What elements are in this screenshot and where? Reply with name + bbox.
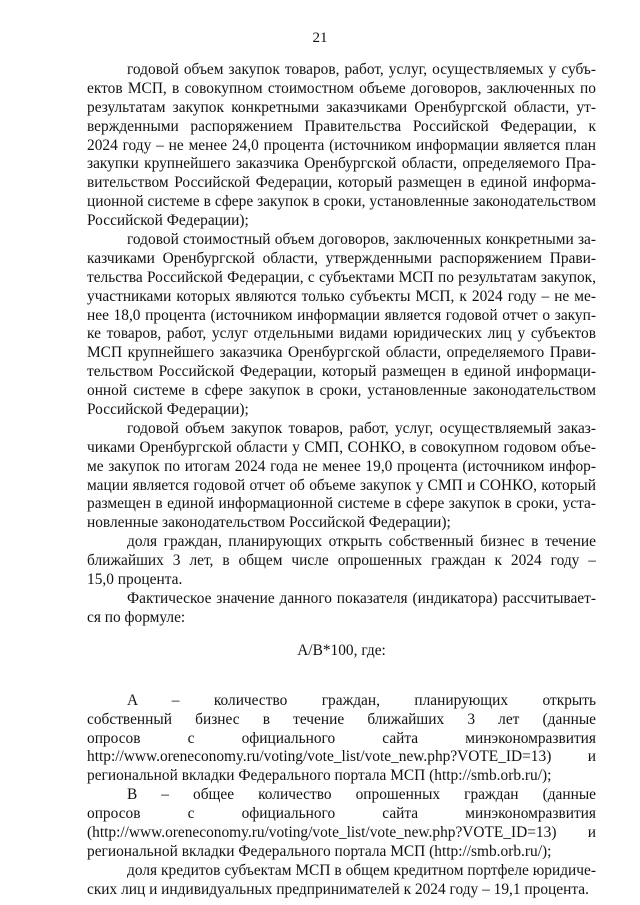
paragraph-citizens-share (87, 533, 596, 590)
paragraph-formula-intro (87, 590, 596, 628)
text-line: ме закупок по итогам 2024 года не менее 19,0 процента (источником инфор- (87, 457, 596, 475)
text-line: онной системе в сфере закупок в сроки, установленные законодательством (87, 382, 596, 400)
text-line: ционной системе в сфере закупок в сроки, установленные законодательством (87, 193, 596, 211)
text-line: казчиками Оренбургской области, утвержденными распоряжением Прави- (87, 249, 596, 267)
text-line: Российской Федерации); (87, 401, 249, 419)
text-line: мации является годовой отчет об объеме закупок у СМП и СОНКО, который (87, 476, 596, 494)
paragraph-credit-share (87, 862, 596, 900)
text-line: ся по формуле: (87, 608, 186, 626)
text-line: МСП крупнейшего заказчика Оренбургской области, определяемого Прави- (87, 344, 596, 362)
text-line: чиками Оренбургской области у СМП, СОНКО, в совокупном годовом объе- (87, 438, 596, 456)
text-line: годовой объем закупок товаров, работ, услуг, осуществляемый заказ- (127, 419, 596, 437)
text-line: годовой объем закупок товаров, работ, услуг, осуществляемых у субъ- (127, 61, 596, 78)
text-line: вительством Российской Федерации, который размещен в единой информа- (87, 174, 596, 192)
text-line: нее 18,0 процента (источником информации является годовой отчет о закуп- (87, 306, 596, 324)
text-line: доля граждан, планирующих открыть собственный бизнес в течение (127, 533, 596, 551)
text-line: (http://www.oreneconomy.ru/voting/vote_list/vote_new.php?VOTE_ID=13) и (87, 823, 596, 841)
text-line: доля кредитов субъектам МСП в общем кредитном портфеле юридиче- (127, 861, 596, 879)
text-line: ектов МСП, в совокупном стоимостном объеме договоров, заключенных по (87, 79, 596, 97)
text-line: ке товаров, работ, услуг отдельными видами юридических лиц у субъектов (87, 325, 596, 343)
paragraph-contract-volume (87, 231, 596, 420)
paragraph-smp-sonko-volume (87, 420, 596, 533)
text-line: B – общее количество опрошенных граждан (данные (127, 786, 596, 804)
page-number: 21 (312, 30, 328, 46)
paragraph-procurement-volume (87, 61, 596, 231)
definition-a (87, 692, 596, 786)
text-line: 15,0 процента. (87, 571, 183, 589)
text-line: Фактическое значение данного показателя (индикатора) рассчитывает- (127, 589, 596, 607)
document-body (87, 61, 596, 900)
text-line: ских лиц и индивидуальных предпринимателей к 2024 году – 19,1 процента. (87, 880, 589, 898)
formula: A/B*100, где: (297, 641, 386, 659)
text-line: новленные законодательством Российской Федерации); (87, 514, 451, 532)
text-line: 2024 году – не менее 24,0 процента (источником информации является план (87, 136, 596, 154)
text-line: региональной вкладки Федерального портала МСП (http://smb.orb.ru/); (87, 842, 552, 860)
text-line: опросов с официального сайта минэкономразвития (87, 805, 596, 823)
text-line: вержденными распоряжением Правительства Российской Федерации, к (87, 117, 596, 135)
text-line: опросов с официального сайта минэкономразвития (87, 729, 596, 747)
text-line: результатам закупок конкретными заказчиками Оренбургской области, ут- (87, 98, 596, 116)
text-line: A – количество граждан, планирующих открыть (127, 691, 596, 709)
text-line: региональной вкладки Федерального портала МСП (http://smb.orb.ru/); (87, 767, 552, 785)
text-line: размещен в единой информационной системе в сфере закупок в сроки, уста- (87, 495, 596, 513)
text-line: тельством Российской Федерации, который размещен в единой информаци- (87, 363, 596, 381)
text-line: Российской Федерации); (87, 212, 249, 230)
text-line: тельства Российской Федерации, с субъектами МСП по результатам закупок, (87, 268, 596, 286)
text-line: закупки крупнейшего заказчика Оренбургской области, определяемого Пра- (87, 155, 596, 173)
text-line: ближайших 3 лет, в общем числе опрошенных граждан к 2024 году – (87, 552, 596, 570)
text-line: участниками которых являются только субъекты МСП, к 2024 году – не ме- (87, 287, 596, 305)
text-line: годовой стоимостный объем договоров, заключенных конкретными за- (127, 231, 596, 249)
text-line: http://www.oreneconomy.ru/voting/vote_list/vote_new.php?VOTE_ID=13) и (87, 748, 596, 766)
text-line: собственный бизнес в течение ближайших 3 лет (данные (87, 710, 596, 728)
definition-b (87, 786, 596, 862)
